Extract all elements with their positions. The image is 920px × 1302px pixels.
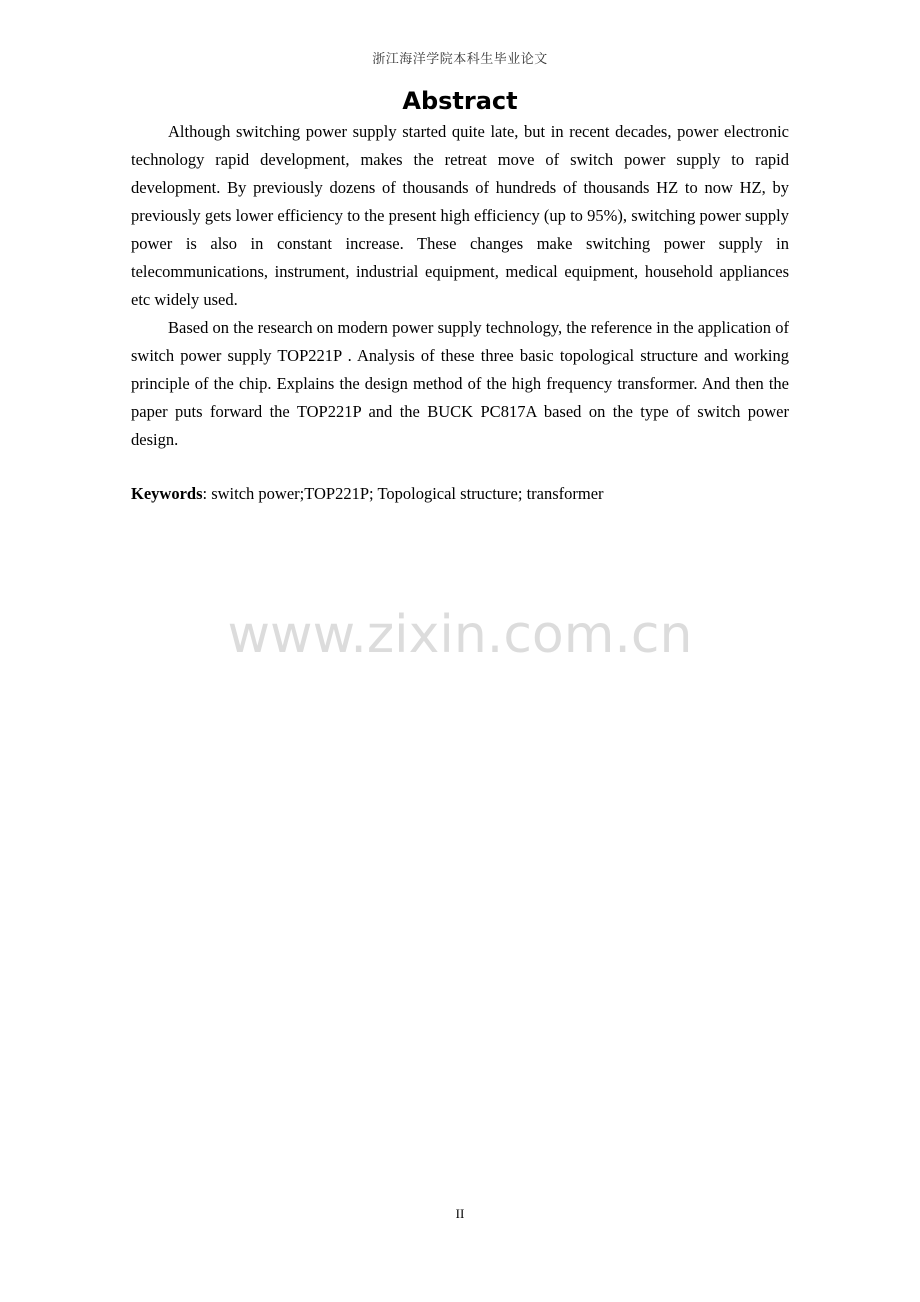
abstract-paragraph-1: Although switching power supply started quite late, but in recent decades, power electronic technology rapid development, makes the retreat move of switch power supply to rapid development. By previously dozens of thousands of hundreds of thousands HZ to now HZ, by previously gets lower efficiency to the present high efficiency (up to 95%), switching power supply power is also in constant increase. These changes make switching power supply in telecommunications, instrument, industrial equipment, medical equipment, household appliances etc widely used. xyxy=(131,122,789,309)
running-header: 浙江海洋学院本科生毕业论文 xyxy=(372,52,548,67)
keywords-label: Keywords xyxy=(131,484,203,503)
page-number: II xyxy=(455,1206,465,1221)
watermark: www.zixin.com.cn xyxy=(227,605,693,665)
keywords-line xyxy=(131,480,789,508)
abstract-paragraph-2: Based on the research on modern power supply technology, the reference in the application of switch power supply TOP221P . Analysis of these three basic topological structure and working principle of the chip. Explains the design method of the high frequency transformer. And then the paper puts forward the TOP221P and the BUCK PC817A based on the type of switch power design. xyxy=(131,318,789,449)
keywords-text: : switch power;TOP221P; Topological structure; transformer xyxy=(202,484,604,503)
abstract-body xyxy=(131,118,789,454)
header-rule xyxy=(131,70,789,71)
page-title: Abstract xyxy=(402,87,518,115)
